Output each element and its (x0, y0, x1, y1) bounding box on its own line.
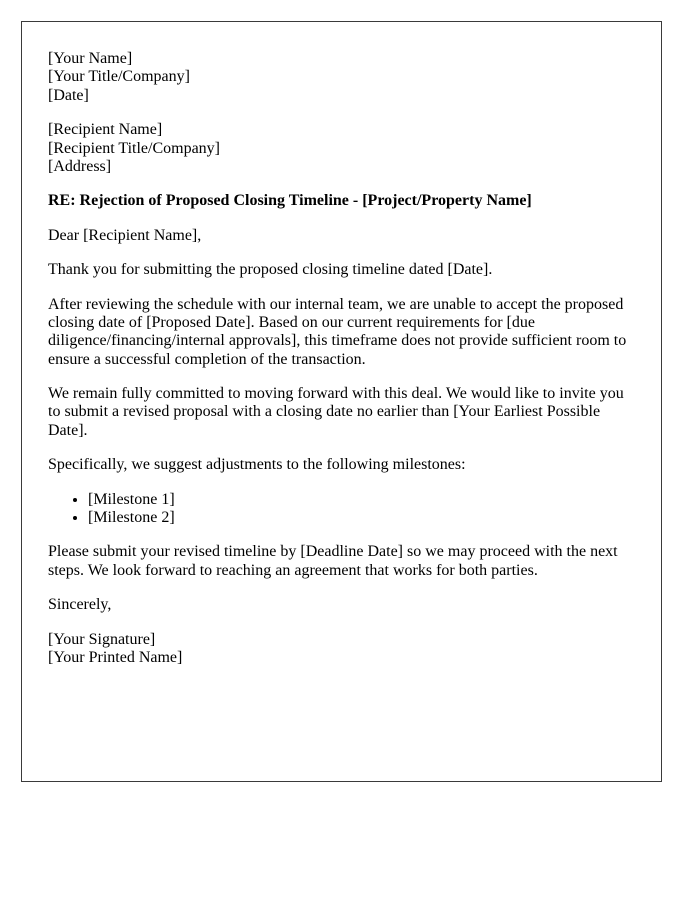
printed-name-placeholder: [Your Printed Name] (48, 648, 183, 666)
signature-placeholder: [Your Signature] (48, 630, 156, 648)
sender-title-company: [Your Title/Company] (48, 68, 190, 86)
paragraph-commitment: We remain fully committed to moving forward with this deal. We would like to invite you to submit a revised proposal with a closing date no earlier than [Your Earliest Possible Date]. (48, 385, 624, 439)
milestone-item-2: • [Milestone 2] (88, 509, 635, 527)
recipient-name: [Recipient Name] (48, 121, 163, 139)
signature-block (48, 631, 635, 668)
milestone-item-1: • [Milestone 1] (88, 491, 635, 509)
paragraph-thanks: Thank you for submitting the proposed closing timeline dated [Date]. (48, 261, 493, 279)
milestones-list (48, 491, 635, 528)
signoff: Sincerely, (48, 596, 112, 614)
recipient-title-company: [Recipient Title/Company] (48, 139, 220, 157)
sender-date: [Date] (48, 86, 89, 104)
sender-name: [Your Name] (48, 50, 133, 67)
paragraph-rejection: After reviewing the schedule with our internal team, we are unable to accept the proposed closing date of [Proposed Date]. Based on our current requirements for [due diligence/financing/internal approvals], this timeframe does not provide sufficient room to ensure a successful completion of the transaction. (48, 295, 627, 368)
salutation: Dear [Recipient Name], (48, 226, 202, 244)
recipient-address: [Address] (48, 157, 112, 175)
paragraph-deadline: Please submit your revised timeline by [Deadline Date] so we may proceed with the next steps. We look forward to reaching an agreement that works for both parties. (48, 543, 618, 579)
sender-block (48, 50, 635, 105)
recipient-block (48, 121, 635, 176)
letter-body (21, 21, 662, 782)
subject-line: RE: Rejection of Proposed Closing Timeline - [Project/Property Name] (48, 192, 532, 210)
paragraph-milestones-intro: Specifically, we suggest adjustments to the following milestones: (48, 456, 466, 474)
